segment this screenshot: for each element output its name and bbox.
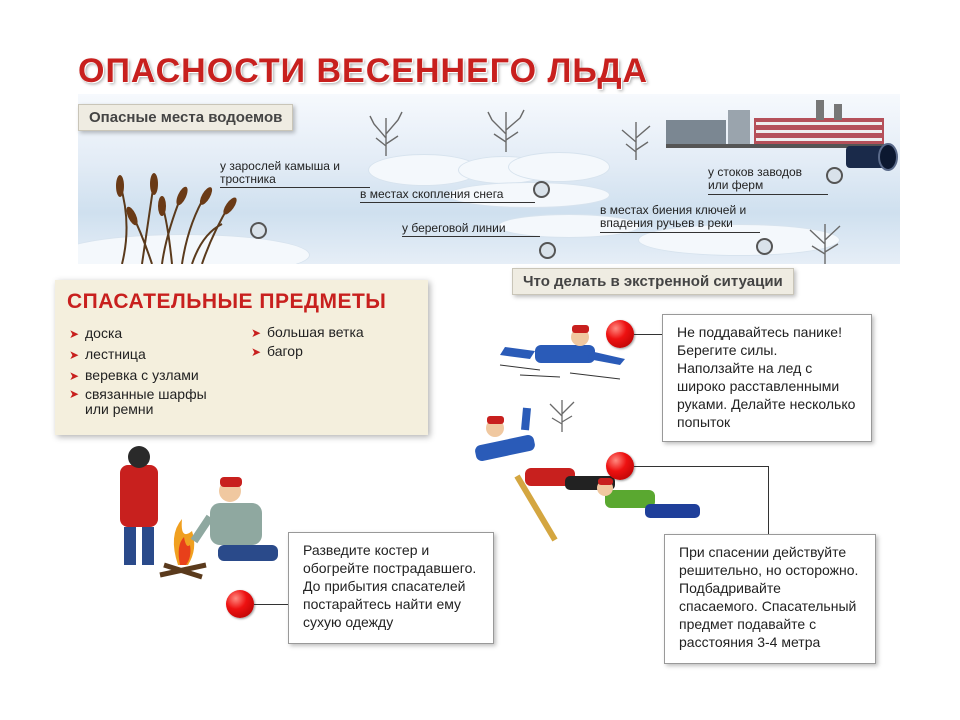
tree-icon: [800, 214, 850, 264]
callout-dot: [539, 242, 556, 259]
callout-dot: [533, 181, 550, 198]
tree-icon: [486, 104, 526, 154]
callout-dot: [756, 238, 773, 255]
callout-line: [402, 236, 540, 237]
callout-dot: [826, 167, 843, 184]
fire-instruction-box: Разведите костер и обогрейте пострадавшего. До прибытия спасателей постарайтесь найти ему сухую одежду: [288, 532, 494, 644]
callout-shore: у береговой линии: [402, 221, 506, 235]
connector-line: [254, 604, 288, 605]
info-marker-icon: [226, 590, 254, 618]
callout-line: [360, 202, 535, 203]
callout-factory-drains: у стоков заводов или ферм: [708, 165, 803, 192]
callout-dot: [250, 222, 267, 239]
callout-springs: в местах биения ключей и впадения ручьев в реки: [600, 203, 747, 230]
rescue-chain-illustration: [455, 400, 715, 550]
rescue-item: ➤ большая ветка: [251, 324, 364, 340]
arrow-icon: ➤: [69, 348, 80, 362]
arrow-icon: ➤: [69, 387, 80, 401]
page-title: ОПАСНОСТИ ВЕСЕННЕГО ЛЬДА: [78, 52, 649, 90]
callout-snow: в местах скопления снега: [360, 187, 504, 201]
rescue-item: ➤ лестница: [69, 346, 146, 362]
callout-line: [600, 232, 760, 233]
drain-pipe-icon: [846, 138, 900, 178]
callout-line: [708, 194, 828, 195]
tree-icon: [616, 112, 656, 162]
rescue-items-panel: [55, 280, 428, 435]
dangerous-places-label: Опасные места водоемов: [78, 104, 293, 131]
info-marker-icon: [606, 320, 634, 348]
rescue-instruction-box: При спасении действуйте решительно, но осторожно. Подбадривайте спасаемого. Спасательный предмет подавайте с расстояния 3-4 метра: [664, 534, 876, 664]
callout-reeds: у зарослей камыша и тростника: [220, 159, 340, 186]
arrow-icon: ➤: [251, 345, 262, 359]
rescue-item: ➤ связанные шарфы или ремни: [69, 386, 207, 417]
tree-icon: [366, 108, 406, 158]
rescue-item: ➤ веревка с узлами: [69, 367, 199, 383]
connector-line: [634, 334, 662, 335]
arrow-icon: ➤: [69, 327, 80, 341]
arrow-icon: ➤: [251, 326, 262, 340]
rescue-items-title: СПАСАТЕЛЬНЫЕ ПРЕДМЕТЫ: [67, 290, 387, 313]
campfire-illustration: [110, 445, 290, 585]
emergency-label: Что делать в экстренной ситуации: [512, 268, 794, 295]
arrow-icon: ➤: [69, 369, 80, 383]
callout-line: [220, 187, 370, 188]
connector-line: [768, 466, 769, 534]
panic-instruction-box: Не поддавайтесь панике! Берегите силы. Наползайте на лед с широко расставленными руками. Делайте несколько попыток: [662, 314, 872, 442]
rescue-item: ➤ доска: [69, 325, 123, 341]
info-marker-icon: [606, 452, 634, 480]
connector-line: [634, 466, 768, 467]
rescue-item: ➤ багор: [251, 343, 303, 359]
